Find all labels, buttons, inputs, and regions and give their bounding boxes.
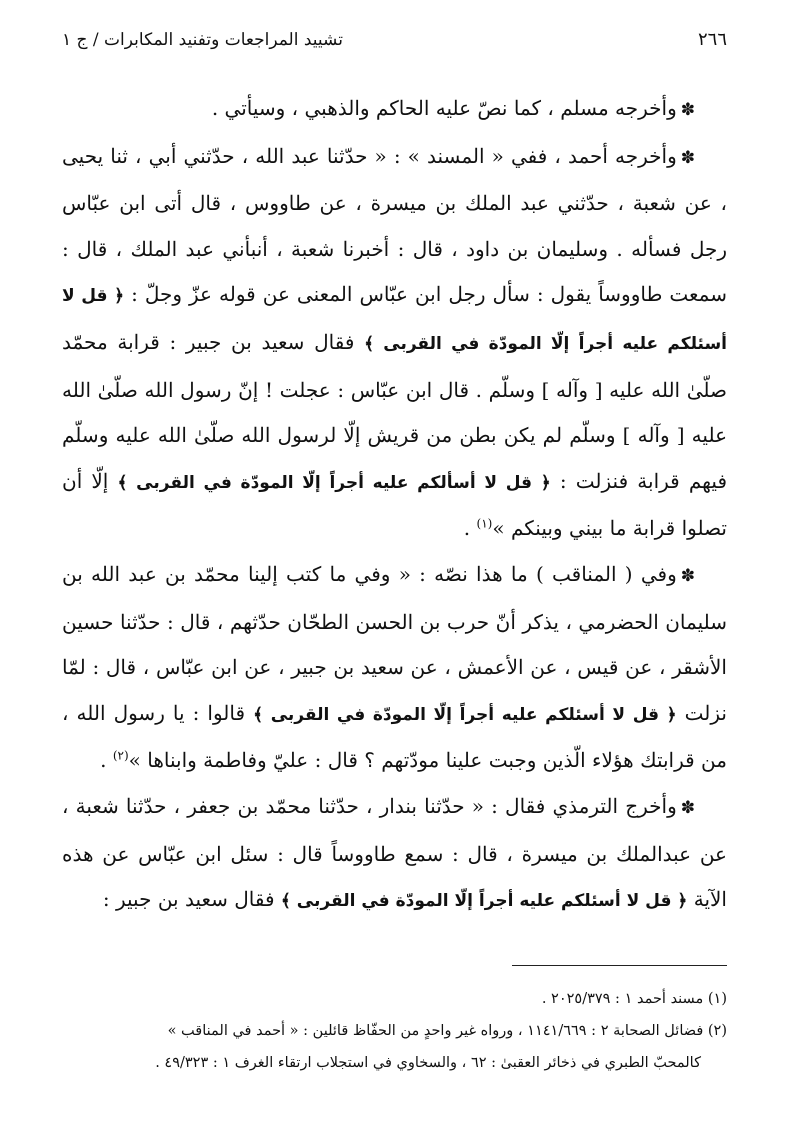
footnote-ref-1[interactable]: (١)	[476, 516, 493, 531]
footnote-ref-2[interactable]: (٢)	[112, 748, 129, 763]
footnote-1: (١) مسند أحمد ١ : ٢٠٢٥/٣٧٩ .	[541, 991, 727, 1007]
asterisk-icon: ✽	[680, 565, 695, 586]
paragraph-1-text: وأخرجه مسلم ، كما نصّ عليه الحاكم والذهبي ، وسيأتي .	[211, 96, 677, 120]
main-text	[62, 86, 727, 925]
asterisk-icon: ✽	[680, 147, 695, 168]
paragraph-1	[62, 86, 727, 134]
paragraph-2-text-c: إلّا أن تصلوا قرابة ما بيني وبينكم »	[62, 468, 727, 541]
footnote-2: (٢) فضائل الصحابة ٢ : ١١٤١/٦٦٩ ، ورواه غير واحدٍ من الحفّاظ قائلين : « أحمد في المناقب »	[167, 1023, 727, 1039]
asterisk-icon: ✽	[680, 797, 695, 818]
paragraph-4-text-b: فقال سعيد بن جبير :	[102, 887, 275, 912]
document-page	[62, 28, 727, 1118]
paragraph-3: ✽وفي ( المناقب ) ما هذا نصّه : « وفي ما كتب إلينا محمّد بن عبد الله بن سليمان الحضرمي ، يذكر أنّ حرب بن الحسن الطحّان حدّثهم ، قال : حدّثنا حسين الأشقر ، عن قيس ، عن الأعمش ، عن سعيد بن جبير ، عن ابن عبّاس ، قال : لمّا نزلت ﴿ قل لا أسئلكم عليه أجراً إلّا المودّة في القربى ﴾ قالوا : يا رسول الله ، من قرابتك هؤلاء الّذين وجبت علينا مودّتهم ؟ قال : عليّ وفاطمة وابناها »$^{(٢)}$ .	[62, 561, 727, 773]
quran-verse: ﴿ قل لا أسئلكم عليه أجراً إلّا المودّة في القربى ﴾	[253, 704, 677, 725]
paragraph-4-text-a: وأخرج الترمذي فقال : « حدّثنا بندار ، حدّثنا محمّد بن جعفر ، حدّثنا شعبة ، عن عبدالملك بن ميسرة ، قال : سمع طاووساً قال : سئل ابن عبّاس عن هذه الآية	[62, 793, 727, 912]
paragraph-2-text-b: فقال سعيد بن جبير : قرابة محمّد صلّىٰ الله عليه [ وآله ] وسلّم . قال ابن عبّاس : عجلت ! إنّ رسول الله صلّىٰ الله عليه [ وآله ] وسلّم لم يكن بطن من قريش إلّا لرسول الله صلّىٰ الله عليه وسلّم فيهم قرابة فنزلت :	[62, 329, 727, 493]
paragraph-3-text-a: وفي ( المناقب ) ما هذا نصّه : « وفي ما كتب إلينا محمّد بن عبد الله بن سليمان الحضرمي ، يذكر أنّ حرب بن الحسن الطحّان حدّثهم ، قال : حدّثنا حسين الأشقر ، عن قيس ، عن الأعمش ، عن سعيد بن جبير ، عن ابن عبّاس ، قال : لمّا نزلت	[62, 561, 727, 725]
footnote-divider	[512, 965, 727, 966]
footnotes	[62, 983, 727, 1079]
quran-verse: ﴿ قل لا أسألكم عليه أجراً إلّا المودّة في القربى ﴾	[117, 472, 551, 493]
quran-verse: ﴿ قل لا أسئلكم عليه أجراً إلّا المودّة في القربى ﴾	[62, 286, 728, 354]
paragraph-4	[62, 784, 727, 925]
footnote-2-continued: كالمحبّ الطبري في ذخائر العقبىٰ : ٦٢ ، والسخاوي في استجلاب ارتقاء الغرف ١ : ٤٩/٣٢٣ .	[155, 1055, 701, 1071]
paragraph-2-text-a: وأخرجه أحمد ، ففي « المسند » : « حدّثنا عبد الله ، حدّثني أبي ، ثنا يحيى ، عن شعبة ، حدّثني عبد الملك بن ميسرة ، عن طاووس ، قال أتى ابن عبّاس رجل فسأله . وسليمان بن داود ، قال : أخبرنا شعبة ، أنبأني عبد الملك ، قال : سمعت طاووساً يقول : سأل رجل ابن عبّاس المعنى عن قوله عزّ وجلّ :	[62, 143, 728, 307]
page-number: ٢٦٦	[697, 29, 727, 50]
running-title: تشييد المراجعات وتفنيد المكابرات / ج ١	[62, 30, 343, 50]
page-header	[62, 28, 727, 58]
paragraph-2: ✽وأخرجه أحمد ، ففي « المسند » : « حدّثنا عبد الله ، حدّثني أبي ، ثنا يحيى ، عن شعبة ، حدّثني عبد الملك بن ميسرة ، عن طاووس ، قال أتى ابن عبّاس رجل فسأله . وسليمان بن داود ، قال : أخبرنا شعبة ، أنبأني عبد الملك ، قال : سمعت طاووساً يقول : سأل رجل ابن عبّاس المعنى عن قوله عزّ وجلّ : ﴿ قل لا أسئلكم عليه أجراً إلّا المودّة في القربى ﴾ فقال سعيد بن جبير : قرابة محمّد صلّىٰ الله عليه [ وآله ] وسلّم . قال ابن عبّاس : عجلت ! إنّ رسول الله صلّىٰ الله عليه [ وآله ] وسلّم لم يكن بطن من قريش إلّا لرسول الله صلّىٰ الله عليه وسلّم فيهم قرابة فنزلت : ﴿ قل لا أسألكم عليه أجراً إلّا المودّة في القربى ﴾ إلّا أن تصلوا قرابة ما بيني وبينكم »$^{(١)}$ .	[62, 143, 728, 541]
quran-verse: ﴿ قل لا أسئلكم عليه أجراً إلّا المودّة في القربى ﴾	[280, 891, 688, 912]
asterisk-icon: ✽	[680, 100, 695, 120]
paragraph-3-text-b: قالوا : يا رسول الله ، من قرابتك هؤلاء الّذين وجبت علينا مودّتهم ؟ قال : عليّ وفاطمة وابناها »	[62, 700, 727, 773]
